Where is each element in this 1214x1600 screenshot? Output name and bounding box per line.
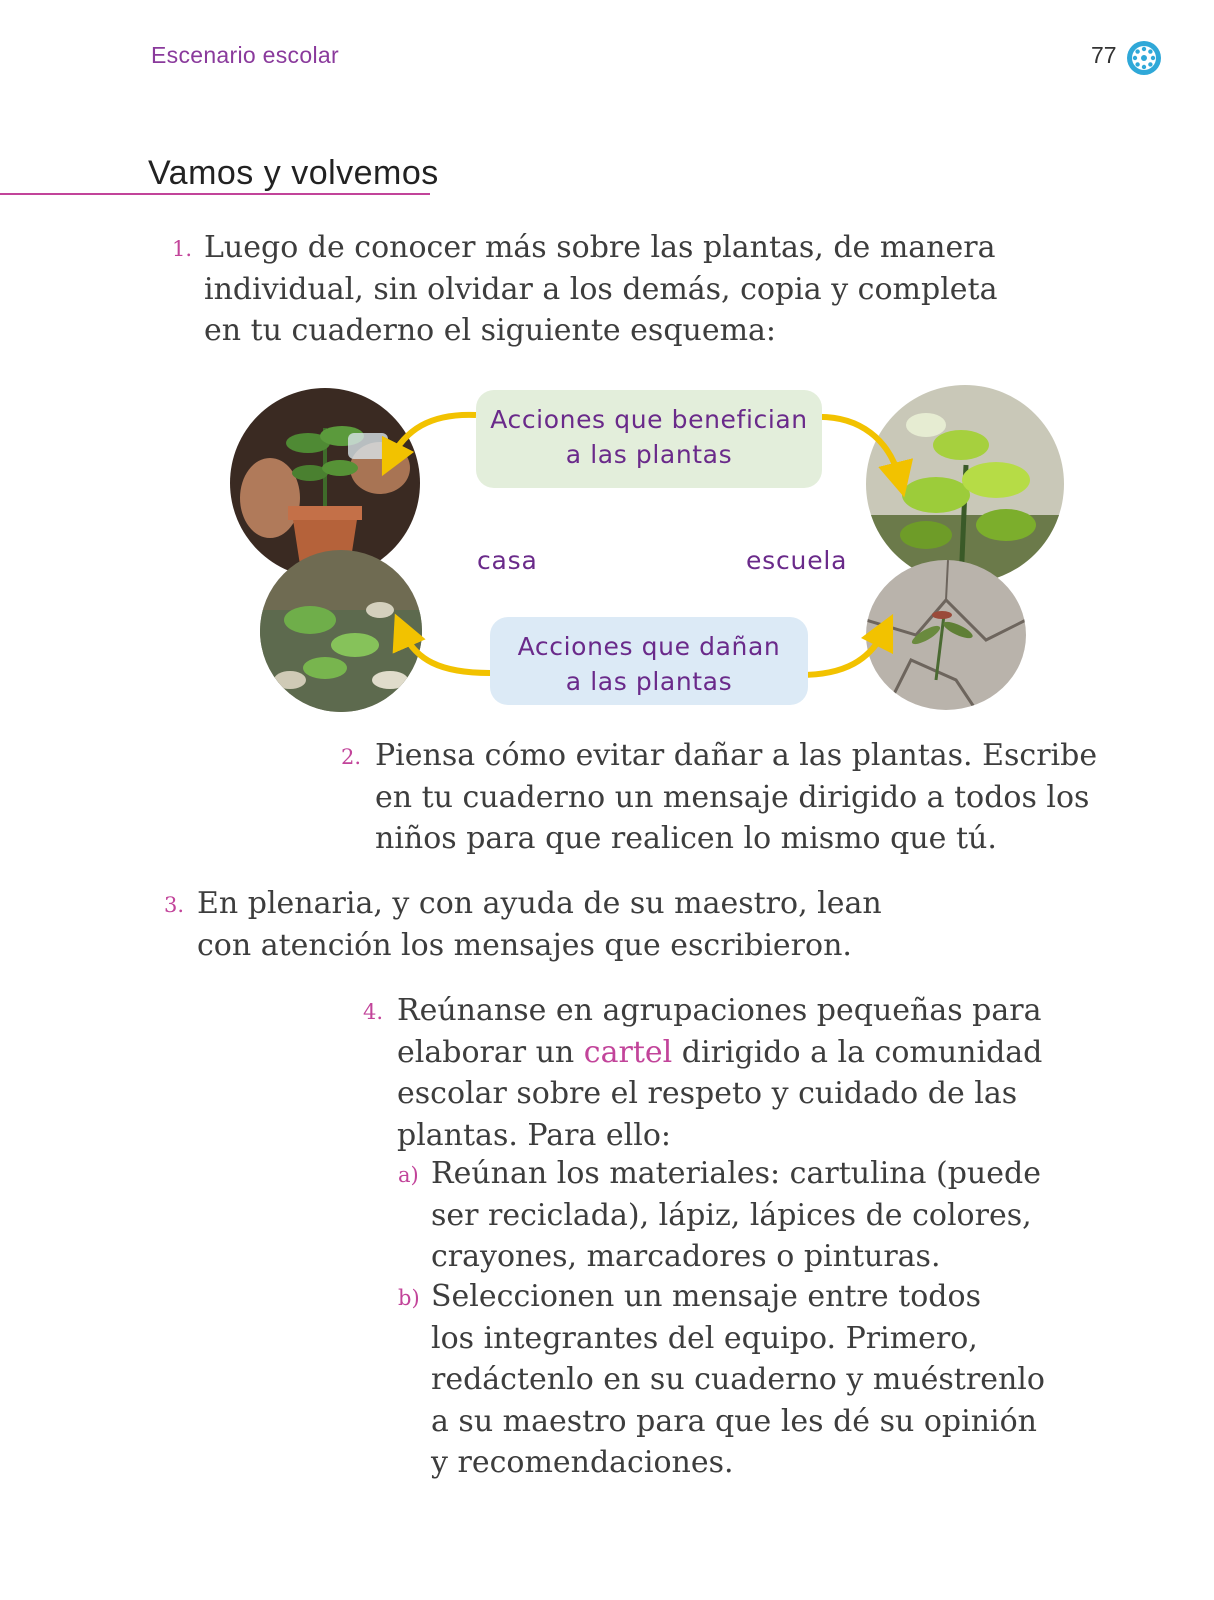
- sub-item-b-text: [431, 1276, 1045, 1484]
- text-segment: dirigido a la comunidad: [672, 1034, 1043, 1070]
- item-number-2: 2.: [341, 745, 362, 769]
- text-line: con atención los mensajes que escribieron.: [197, 927, 852, 963]
- item-3-text: [197, 883, 882, 966]
- text-line: ser reciclada), lápiz, lápices de colores,: [431, 1197, 1032, 1233]
- box-line: a las plantas: [565, 440, 733, 469]
- section-header: Escenario escolar: [151, 42, 339, 68]
- gear-icon: [1124, 38, 1164, 78]
- text-segment: elaborar un: [397, 1034, 584, 1070]
- benefit-actions-box: [476, 390, 822, 488]
- text-line: Reúnanse en agrupaciones pequeñas para: [397, 993, 1042, 1028]
- arrow-to-sunlit-photo: [814, 417, 900, 480]
- text-line: redáctenlo en su cuaderno y muéstrenlo: [431, 1362, 1045, 1397]
- text-line: en tu cuaderno un mensaje dirigido a todos los: [375, 779, 1090, 815]
- item-2-text: [375, 735, 1097, 860]
- box-line: a las plantas: [565, 667, 733, 696]
- item-4-text: [397, 990, 1042, 1156]
- section-title: Vamos y volvemos: [148, 154, 439, 192]
- text-line: escolar sobre el respeto y cuidado de las: [397, 1076, 1018, 1111]
- home-label: casa: [477, 546, 538, 575]
- text-line: plantas. Para ello:: [397, 1117, 672, 1153]
- glossary-term-cartel: cartel: [583, 1034, 673, 1070]
- item-number-1: 1.: [172, 237, 193, 261]
- arrow-to-soil-photo: [800, 630, 885, 675]
- sub-item-label-b: b): [398, 1286, 420, 1310]
- page-number: 77: [1091, 42, 1117, 68]
- actions-diagram: [230, 385, 1090, 725]
- text-line: Seleccionen un mensaje entre todos: [431, 1279, 981, 1314]
- text-line: los integrantes del equipo. Primero,: [431, 1320, 978, 1356]
- text-line: Luego de conocer más sobre las plantas, de manera: [204, 230, 996, 265]
- harm-actions-box: [490, 617, 808, 705]
- text-line: crayones, marcadores o pinturas.: [431, 1239, 941, 1274]
- school-label: escuela: [746, 546, 848, 575]
- item-number-4: 4.: [363, 1000, 384, 1024]
- text-line: niños para que realicen lo mismo que tú.: [375, 821, 997, 856]
- text-line: Piensa cómo evitar dañar a las plantas. Escribe: [375, 738, 1098, 773]
- arrow-to-water-photo: [402, 630, 490, 673]
- text-line: a su maestro para que les dé su opinión: [431, 1403, 1038, 1439]
- item-1-text: [204, 227, 998, 352]
- arrow-to-watering-photo: [390, 415, 476, 460]
- text-line: en tu cuaderno el siguiente esquema:: [204, 313, 777, 348]
- text-line: individual, sin olvidar a los demás, copia y completa: [204, 271, 998, 307]
- title-underline: [0, 193, 430, 195]
- sub-item-label-a: a): [398, 1163, 419, 1187]
- box-line: Acciones que dañan: [517, 632, 781, 661]
- sub-item-a-text: [431, 1153, 1041, 1278]
- item-number-3: 3.: [164, 893, 185, 917]
- text-line: y recomendaciones.: [431, 1445, 734, 1480]
- text-line: [397, 1032, 1042, 1074]
- box-line: Acciones que benefician: [490, 405, 808, 434]
- text-line: Reúnan los materiales: cartulina (puede: [431, 1156, 1041, 1191]
- text-line: En plenaria, y con ayuda de su maestro, lean: [197, 886, 882, 921]
